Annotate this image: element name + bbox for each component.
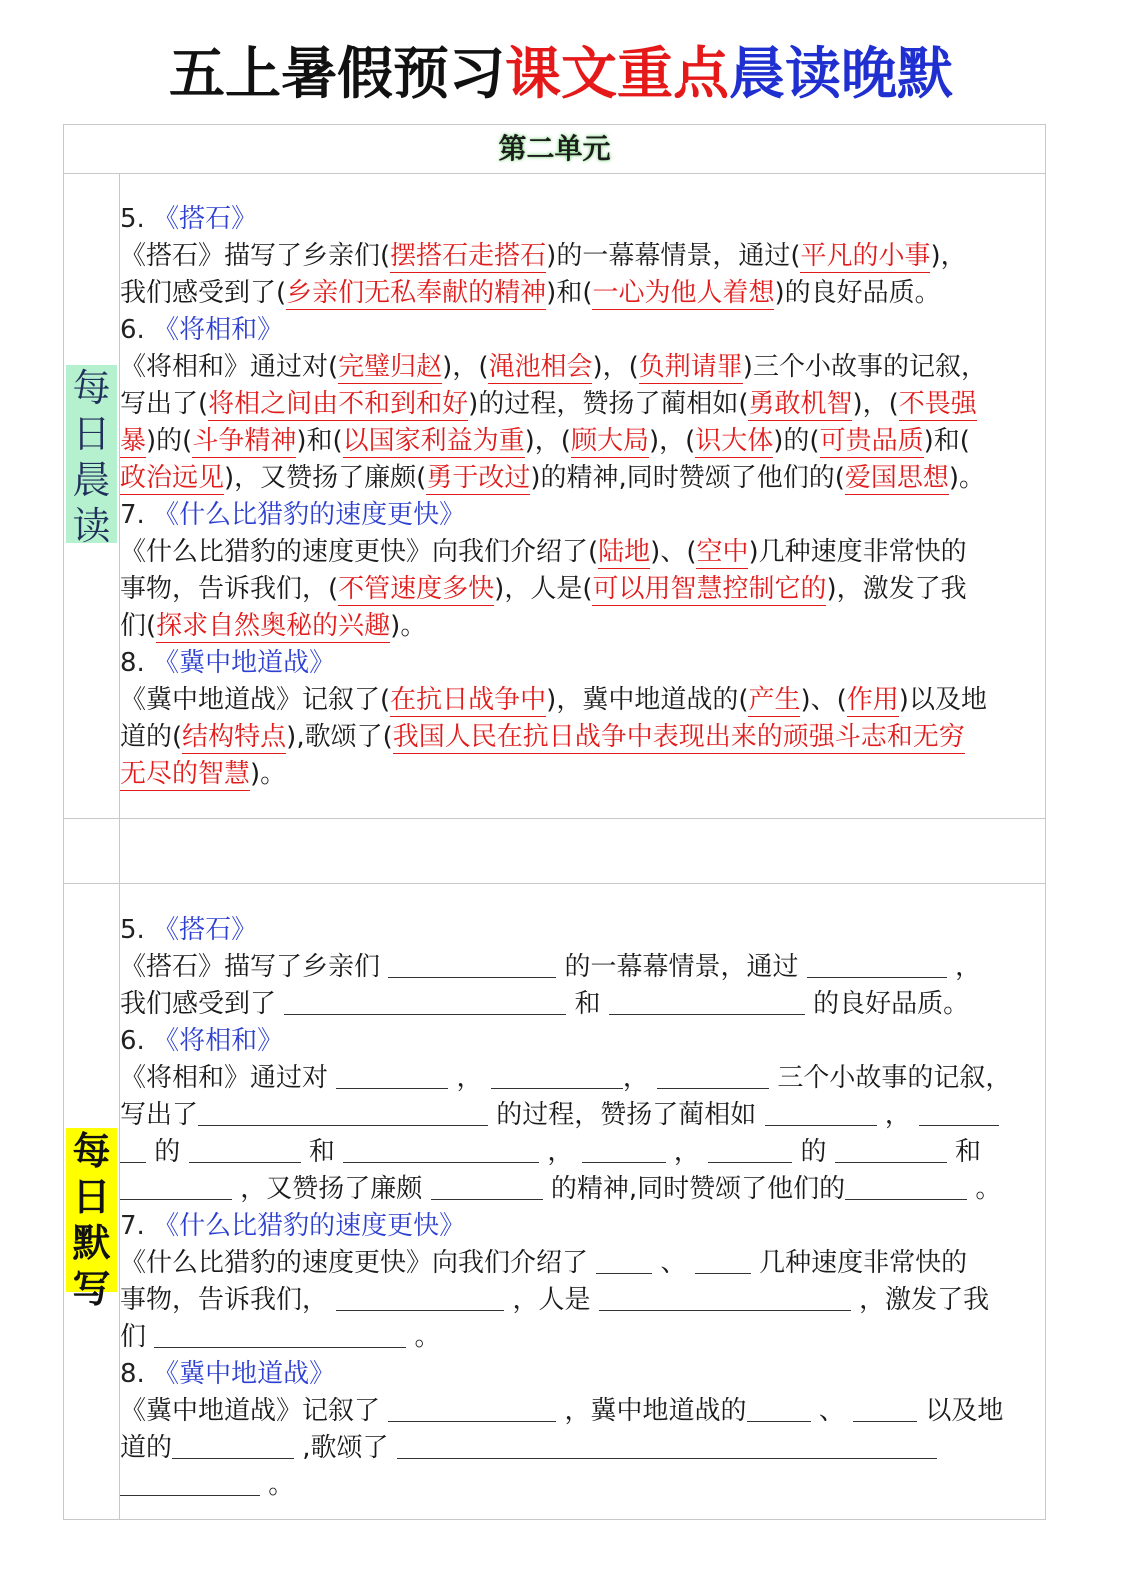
answer: 作用 bbox=[846, 685, 899, 715]
answer: 负荆请罪 bbox=[638, 352, 743, 382]
lesson-heading: 6. 《将相和》 bbox=[120, 1026, 284, 1056]
answer: 不畏强 bbox=[898, 389, 977, 419]
answer-blank[interactable] bbox=[491, 1060, 623, 1089]
label-column bbox=[64, 884, 120, 1519]
lesson-heading: 7. 《什么比猎豹的速度更快》 bbox=[120, 500, 466, 530]
answer-blank[interactable] bbox=[845, 1171, 967, 1200]
answer: 产生 bbox=[748, 685, 801, 715]
answer: 将相之间由不和到和好 bbox=[208, 389, 469, 419]
answer: 摆搭石走搭石 bbox=[390, 241, 547, 271]
answer-blank[interactable] bbox=[609, 986, 805, 1015]
answer: 陆地 bbox=[598, 537, 651, 567]
lesson-text: 《什么比猎豹的速度更快》向我们介绍了(陆地)、(空中)几种速度非常快的 事物，告诉我们，(不管速度多快)，人是(可以用智慧控制它的)，激发了我 们(探求自然奥秘的兴趣)。 bbox=[120, 537, 967, 641]
answer-blank[interactable] bbox=[807, 949, 947, 978]
answer: 空中 bbox=[696, 537, 749, 567]
answer-blank[interactable] bbox=[596, 1245, 652, 1274]
answer: 政治远见 bbox=[120, 463, 225, 493]
lesson-heading: 7. 《什么比猎豹的速度更快》 bbox=[120, 1211, 466, 1241]
answer: 探求自然奥秘的兴趣 bbox=[156, 611, 391, 641]
answer: 斗争精神 bbox=[192, 426, 297, 456]
answer-blank[interactable] bbox=[695, 1245, 751, 1274]
answer: 爱国思想 bbox=[844, 463, 949, 493]
answer: 可贵品质 bbox=[819, 426, 924, 456]
answer-blank[interactable] bbox=[120, 1171, 232, 1200]
worksheet-table bbox=[63, 124, 1046, 1520]
answer: 完璧归赵 bbox=[338, 352, 443, 382]
page-title bbox=[0, 34, 1122, 114]
answer: 在抗日战争中 bbox=[390, 685, 547, 715]
answer: 一心为他人着想 bbox=[592, 278, 775, 308]
answer-blank[interactable] bbox=[336, 1282, 504, 1311]
fill-in-text: 《什么比猎豹的速度更快》向我们介绍了 、 几种速度非常快的 事物，告诉我们， ，人是 ，激发了我 们 。 bbox=[120, 1245, 1042, 1356]
answer-blank[interactable] bbox=[120, 1134, 146, 1163]
answer: 乡亲们无私奉献的精神 bbox=[286, 278, 547, 308]
answer-blank[interactable] bbox=[336, 1060, 448, 1089]
fill-in-text: 《将相和》通过对 ， ， 三个小故事的记叙， 写出了 的过程，赞扬了蔺相如 ， 的 和 ， ， 的 和 ，又赞扬了廉颇 的精神,同时赞颂了他们的 。 bbox=[120, 1060, 1042, 1208]
answer: 结构特点 bbox=[182, 722, 287, 752]
answer-blank[interactable] bbox=[747, 1393, 811, 1422]
lesson-heading: 8. 《冀中地道战》 bbox=[120, 648, 336, 678]
answer: 不管速度多快 bbox=[338, 574, 495, 604]
answer-blank[interactable] bbox=[582, 1134, 666, 1163]
answer-blank[interactable] bbox=[853, 1393, 917, 1422]
answer-blank[interactable] bbox=[388, 1393, 556, 1422]
label-column bbox=[64, 173, 120, 818]
answer: 勇于改过 bbox=[426, 463, 531, 493]
answer-blank[interactable] bbox=[657, 1060, 769, 1089]
answer-blank[interactable] bbox=[919, 1097, 999, 1126]
lesson-text: 《将相和》通过对(完璧归赵)，(渑池相会)，(负荆请罪)三个小故事的记叙， 写出了(将相之间由不和到和好)的过程，赞扬了蔺相如(勇敢机智)，(不畏强 暴)的(斗争精神)和(以国家利益为重)，(顾大局)，(识大体)的(可贵品质)和( 政治远见)，又赞扬了廉颇(勇于改过)的精神,同时赞颂了他们的(爱国思想)。 bbox=[120, 352, 987, 493]
answer: 暴 bbox=[120, 426, 147, 456]
answer-blank[interactable] bbox=[431, 1171, 543, 1200]
answer-blank[interactable] bbox=[172, 1430, 294, 1459]
answer: 顾大局 bbox=[570, 426, 649, 456]
answer: 我国人民在抗日战争中表现出来的顽强斗志和无穷 bbox=[392, 722, 965, 752]
fill-in-text: 《冀中地道战》记叙了 ，冀中地道战的 、 以及地 道的 ,歌颂了 。 bbox=[120, 1393, 1042, 1504]
answer: 平凡的小事 bbox=[800, 241, 931, 271]
dictation-section bbox=[64, 884, 1045, 1519]
answer-blank[interactable] bbox=[765, 1097, 877, 1126]
answer-blank[interactable] bbox=[599, 1282, 851, 1311]
answer-blank[interactable] bbox=[708, 1134, 792, 1163]
lesson-text: 《搭石》描写了乡亲们(摆搭石走搭石)的一幕幕情景，通过(平凡的小事)， 我们感受到了(乡亲们无私奉献的精神)和(一心为他人着想)的良好品质。 bbox=[120, 241, 967, 308]
label-column bbox=[64, 819, 120, 883]
answer-blank[interactable] bbox=[284, 986, 566, 1015]
answer: 勇敢机智 bbox=[748, 389, 853, 419]
lesson-heading: 6. 《将相和》 bbox=[120, 315, 284, 345]
lesson-heading: 5. 《搭石》 bbox=[120, 915, 258, 945]
answer: 可以用智慧控制它的 bbox=[592, 574, 827, 604]
answer-blank[interactable] bbox=[343, 1134, 539, 1163]
title-part-3: 晨读晚默 bbox=[729, 41, 953, 107]
lesson-heading: 5. 《搭石》 bbox=[120, 204, 258, 234]
answer-blank[interactable] bbox=[198, 1097, 488, 1126]
answer-blank[interactable] bbox=[397, 1430, 937, 1459]
morning-reading-label: 每 日 晨 读 bbox=[66, 365, 117, 543]
answer: 渑池相会 bbox=[488, 352, 593, 382]
dictation-content bbox=[120, 912, 1042, 1504]
unit-title: 第二单元 bbox=[64, 125, 1045, 174]
answer-blank[interactable] bbox=[154, 1319, 406, 1348]
dictation-label: 每 日 默 写 bbox=[66, 1128, 117, 1292]
answer: 识大体 bbox=[695, 426, 774, 456]
lesson-text: 《冀中地道战》记叙了(在抗日战争中)，冀中地道战的(产生)、(作用)以及地 道的(结构特点),歌颂了(我国人民在抗日战争中表现出来的顽强斗志和无穷 无尽的智慧)。 bbox=[120, 685, 987, 789]
answer-blank[interactable] bbox=[120, 1467, 260, 1496]
lesson-heading: 8. 《冀中地道战》 bbox=[120, 1359, 336, 1389]
morning-reading-section bbox=[64, 173, 1045, 819]
answer-blank[interactable] bbox=[835, 1134, 947, 1163]
title-part-1: 五上暑假预习 bbox=[169, 41, 505, 107]
title-part-2: 课文重点 bbox=[505, 41, 729, 107]
morning-content bbox=[120, 201, 1042, 793]
fill-in-text: 《搭石》描写了乡亲们 的一幕幕情景，通过 ， 我们感受到了 和 的良好品质。 bbox=[120, 949, 1042, 1023]
separator-row bbox=[64, 819, 1045, 884]
answer-blank[interactable] bbox=[388, 949, 556, 978]
answer: 无尽的智慧 bbox=[120, 759, 251, 789]
answer-blank[interactable] bbox=[189, 1134, 301, 1163]
answer: 以国家利益为重 bbox=[342, 426, 525, 456]
